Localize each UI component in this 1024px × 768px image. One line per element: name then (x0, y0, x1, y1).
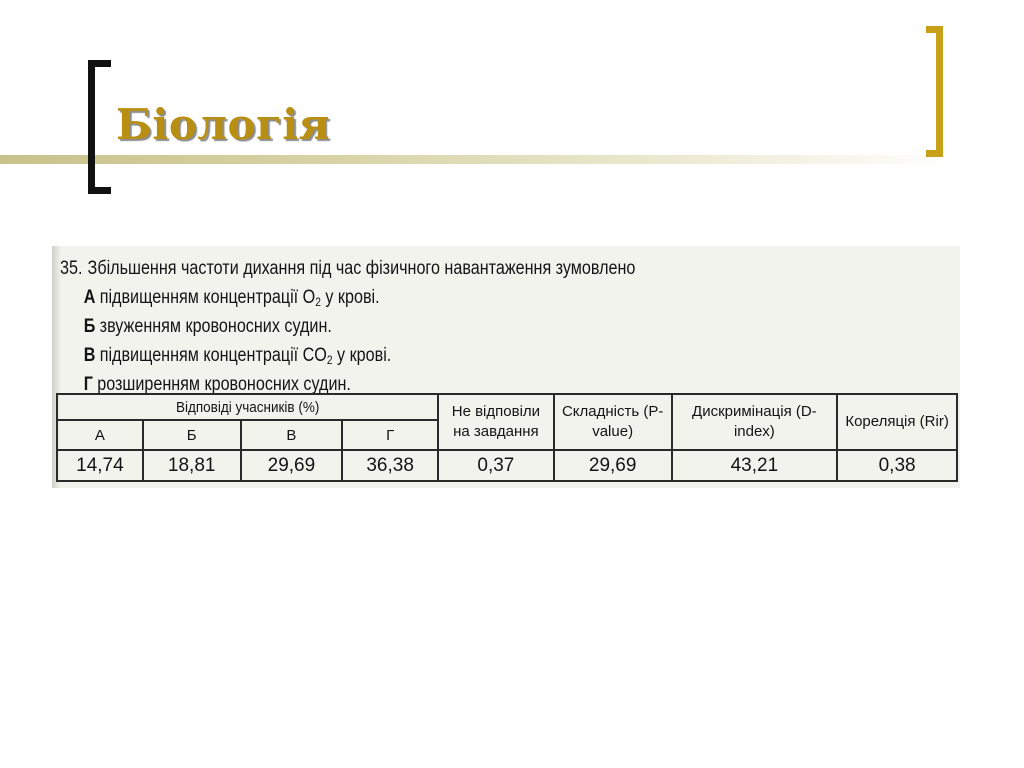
answer-option-c (60, 341, 817, 370)
question-block (60, 254, 817, 399)
option-letter: В (83, 345, 96, 366)
header-no-answer: Не відповіли на завдання (438, 394, 554, 450)
option-subscript: 2 (315, 295, 321, 309)
table-row (57, 450, 957, 481)
answer-option-b (60, 312, 817, 341)
answer-letter-header: Б (143, 420, 241, 450)
title-underline (0, 155, 960, 164)
value-cell: 0,37 (438, 450, 554, 481)
question-text: Збільшення частоти дихання під час фізичного навантаження зумовлено (87, 258, 636, 279)
option-subscript: 2 (326, 353, 333, 367)
option-text: розширенням кровоносних судин. (97, 374, 351, 395)
value-cell: 36,38 (342, 450, 438, 481)
option-letter: Г (83, 374, 93, 395)
value-cell: 29,69 (554, 450, 672, 481)
question-number: 35. (60, 258, 83, 279)
value-cell: 43,21 (672, 450, 838, 481)
header-difficulty: Складність (P-value) (554, 394, 672, 450)
left-bracket-decoration (88, 60, 111, 194)
header-correlation: Кореляція (Rir) (837, 394, 957, 450)
question-stem (60, 254, 817, 283)
value-cell: 29,69 (241, 450, 343, 481)
value-cell: 14,74 (57, 450, 143, 481)
answers-group-header (57, 394, 438, 420)
header-text: Відповіді учасників (%) (175, 398, 320, 416)
header-discrimination: Дискримінація (D-index) (672, 394, 838, 450)
option-text-tail: у крові. (332, 345, 392, 366)
option-text-tail: у крові. (320, 287, 380, 308)
answer-letter-header: А (57, 420, 143, 450)
slide-title: Біологія (116, 100, 331, 149)
option-letter: А (83, 287, 96, 308)
value-cell: 18,81 (143, 450, 241, 481)
right-bracket-decoration (926, 26, 943, 157)
answer-letter-header: Г (342, 420, 438, 450)
statistics-table (56, 393, 958, 482)
answer-letter-header: В (241, 420, 343, 450)
option-text: підвищенням концентрації CO (99, 345, 327, 366)
option-text: підвищенням концентрації O (99, 287, 316, 308)
answer-option-a (60, 283, 817, 312)
option-letter: Б (83, 316, 96, 337)
scanned-question-image (52, 246, 960, 488)
option-text: звуженням кровоносних судин. (99, 316, 332, 337)
table-header-row (57, 394, 957, 420)
value-cell: 0,38 (837, 450, 957, 481)
